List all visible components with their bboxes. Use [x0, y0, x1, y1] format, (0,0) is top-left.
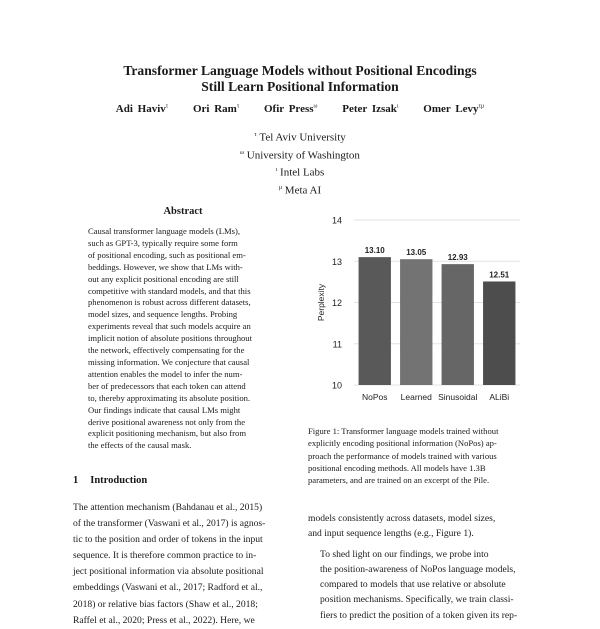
text-line: out any explicit positional encoding are still [88, 273, 239, 284]
affiliation-list [0, 128, 600, 199]
text-line: such as GPT-3, typically require some form [88, 237, 238, 248]
text-line: derive positional awareness not only from the [88, 416, 246, 427]
right-column-body [308, 511, 530, 623]
perplexity-bar-chart [308, 210, 522, 416]
text-line: fiers to predict the position of a token given its rep- [320, 609, 518, 621]
y-axis-label: Perplexity [316, 283, 326, 322]
text-line: tic to the position and order of tokens in the input [73, 534, 263, 546]
bar-learned [400, 259, 432, 385]
text-line: missing information. We conjecture that causal [88, 356, 250, 367]
title-line-1: Transformer Language Models without Positional Encodings [123, 63, 477, 78]
bar-value-label: 12.93 [447, 253, 468, 263]
text-line: the network, effectively compensating for the [88, 345, 245, 356]
abstract-body [88, 226, 288, 452]
x-tick-label: NoPos [361, 392, 388, 402]
figure-caption [308, 425, 530, 486]
y-tick-label: 12 [331, 298, 342, 308]
text-line: Figure 1: Transformer language models trained without [308, 426, 499, 436]
y-tick-label: 13 [331, 256, 342, 267]
bar-value-label: 13.10 [364, 246, 385, 256]
author: Omer Levy$^{\tau\mu}$ [423, 103, 485, 115]
text-line: proach the performance of models trained with various [308, 450, 497, 461]
text-line: Our findings indicate that causal LMs might [88, 404, 241, 415]
text-line: To shed light on our findings, we probe into [320, 549, 489, 561]
y-tick-label: 14 [331, 215, 342, 226]
author: Peter Izsak$^\iota$ [342, 103, 399, 115]
text-line: of positional encoding, such as positional em- [88, 249, 246, 260]
section-heading [73, 475, 147, 486]
section-title: Introduction [90, 475, 148, 486]
author: Ofir Press$^\omega$ [263, 103, 318, 115]
abstract-heading: Abstract [163, 206, 203, 217]
text-line: position mechanisms. Specifically, we train classi- [320, 594, 514, 606]
text-line: competitive with standard models, and that this [88, 285, 251, 296]
text-line: experiments reveal that such models acquire an [88, 321, 251, 332]
bar-sinusoidal [442, 264, 474, 385]
author: Ori Ram$^\tau$ [192, 103, 240, 115]
y-tick-label: 10 [331, 380, 342, 391]
text-line: model sizes, and sequence lengths. Probing [88, 309, 238, 320]
paper-title [0, 63, 600, 95]
text-line: the effects of the causal mask. [88, 440, 192, 451]
affiliation: $^\iota$ Intel Labs [275, 166, 325, 179]
y-tick-label: 11 [332, 339, 342, 350]
text-line: attention enables the model to infer the num- [88, 368, 243, 379]
x-tick-label: ALiBi [489, 392, 510, 402]
text-line: the position-awareness of NoPos language models, [320, 564, 516, 576]
text-line: compared to models that use relative or absolute [320, 579, 506, 591]
text-line: and input sequence lengths (e.g., Figure 1). [308, 528, 474, 540]
text-line: ject positional information via absolute positional [73, 566, 264, 578]
text-line: Causal transformer language models (LMs), [88, 226, 241, 236]
text-line: of the transformer (Vaswani et al., 2017) is agnos- [73, 518, 266, 530]
text-line: beddings. However, we show that LMs with- [88, 261, 243, 272]
text-line: explicitly encoding positional information (NoPos) ap- [308, 438, 497, 449]
x-tick-label: Sinusoidal [438, 392, 478, 402]
text-line: phenomenon is robust across different datasets, [88, 297, 251, 308]
text-line: Raffel et al., 2020; Press et al., 2022). Here, we [73, 614, 255, 626]
text-line: sequence. It is therefore common practice to in- [73, 550, 257, 562]
paragraph [308, 547, 530, 622]
affiliation: $^\tau$ Tel Aviv University [254, 131, 346, 144]
affiliation: $^\mu$ Meta AI [278, 184, 322, 197]
title-line-2: Still Learn Positional Information [201, 79, 399, 94]
affiliation: $^\omega$ University of Washington [240, 149, 360, 162]
text-line: embeddings (Vaswani et al., 2017; Radford et al., [73, 582, 263, 594]
bar-alibi [483, 281, 515, 385]
bar-value-label: 12.51 [489, 270, 510, 280]
text-line: implicit notion of absolute positions throughout [88, 333, 252, 344]
text-line: ber of predecessors that each token can attend [88, 380, 246, 391]
chart-svg [308, 210, 522, 416]
text-line: to, thereby approximating its absolute position. [88, 392, 251, 403]
text-line: 2018) or relative bias factors (Shaw et al., 2018; [73, 598, 258, 610]
text-line: positional encoding methods. All models have 1.3B [308, 462, 486, 473]
text-line: models consistently across datasets, model sizes, [308, 513, 496, 524]
text-line: explicit positioning mechanism, but also from [88, 428, 247, 439]
text-line: The attention mechanism (Bahdanau et al., 2015) [73, 502, 263, 513]
author: Adi Haviv$^\tau$ [115, 103, 169, 115]
x-tick-label: Learned [400, 392, 432, 402]
text-line: parameters, and are trained on an excerpt of the Pile. [308, 475, 490, 486]
author-list [0, 103, 600, 115]
paragraph [308, 511, 530, 541]
bar-nopos [359, 257, 391, 385]
section-number: 1 [73, 475, 79, 486]
intro-body [73, 500, 295, 629]
bar-value-label: 13.05 [406, 248, 427, 258]
